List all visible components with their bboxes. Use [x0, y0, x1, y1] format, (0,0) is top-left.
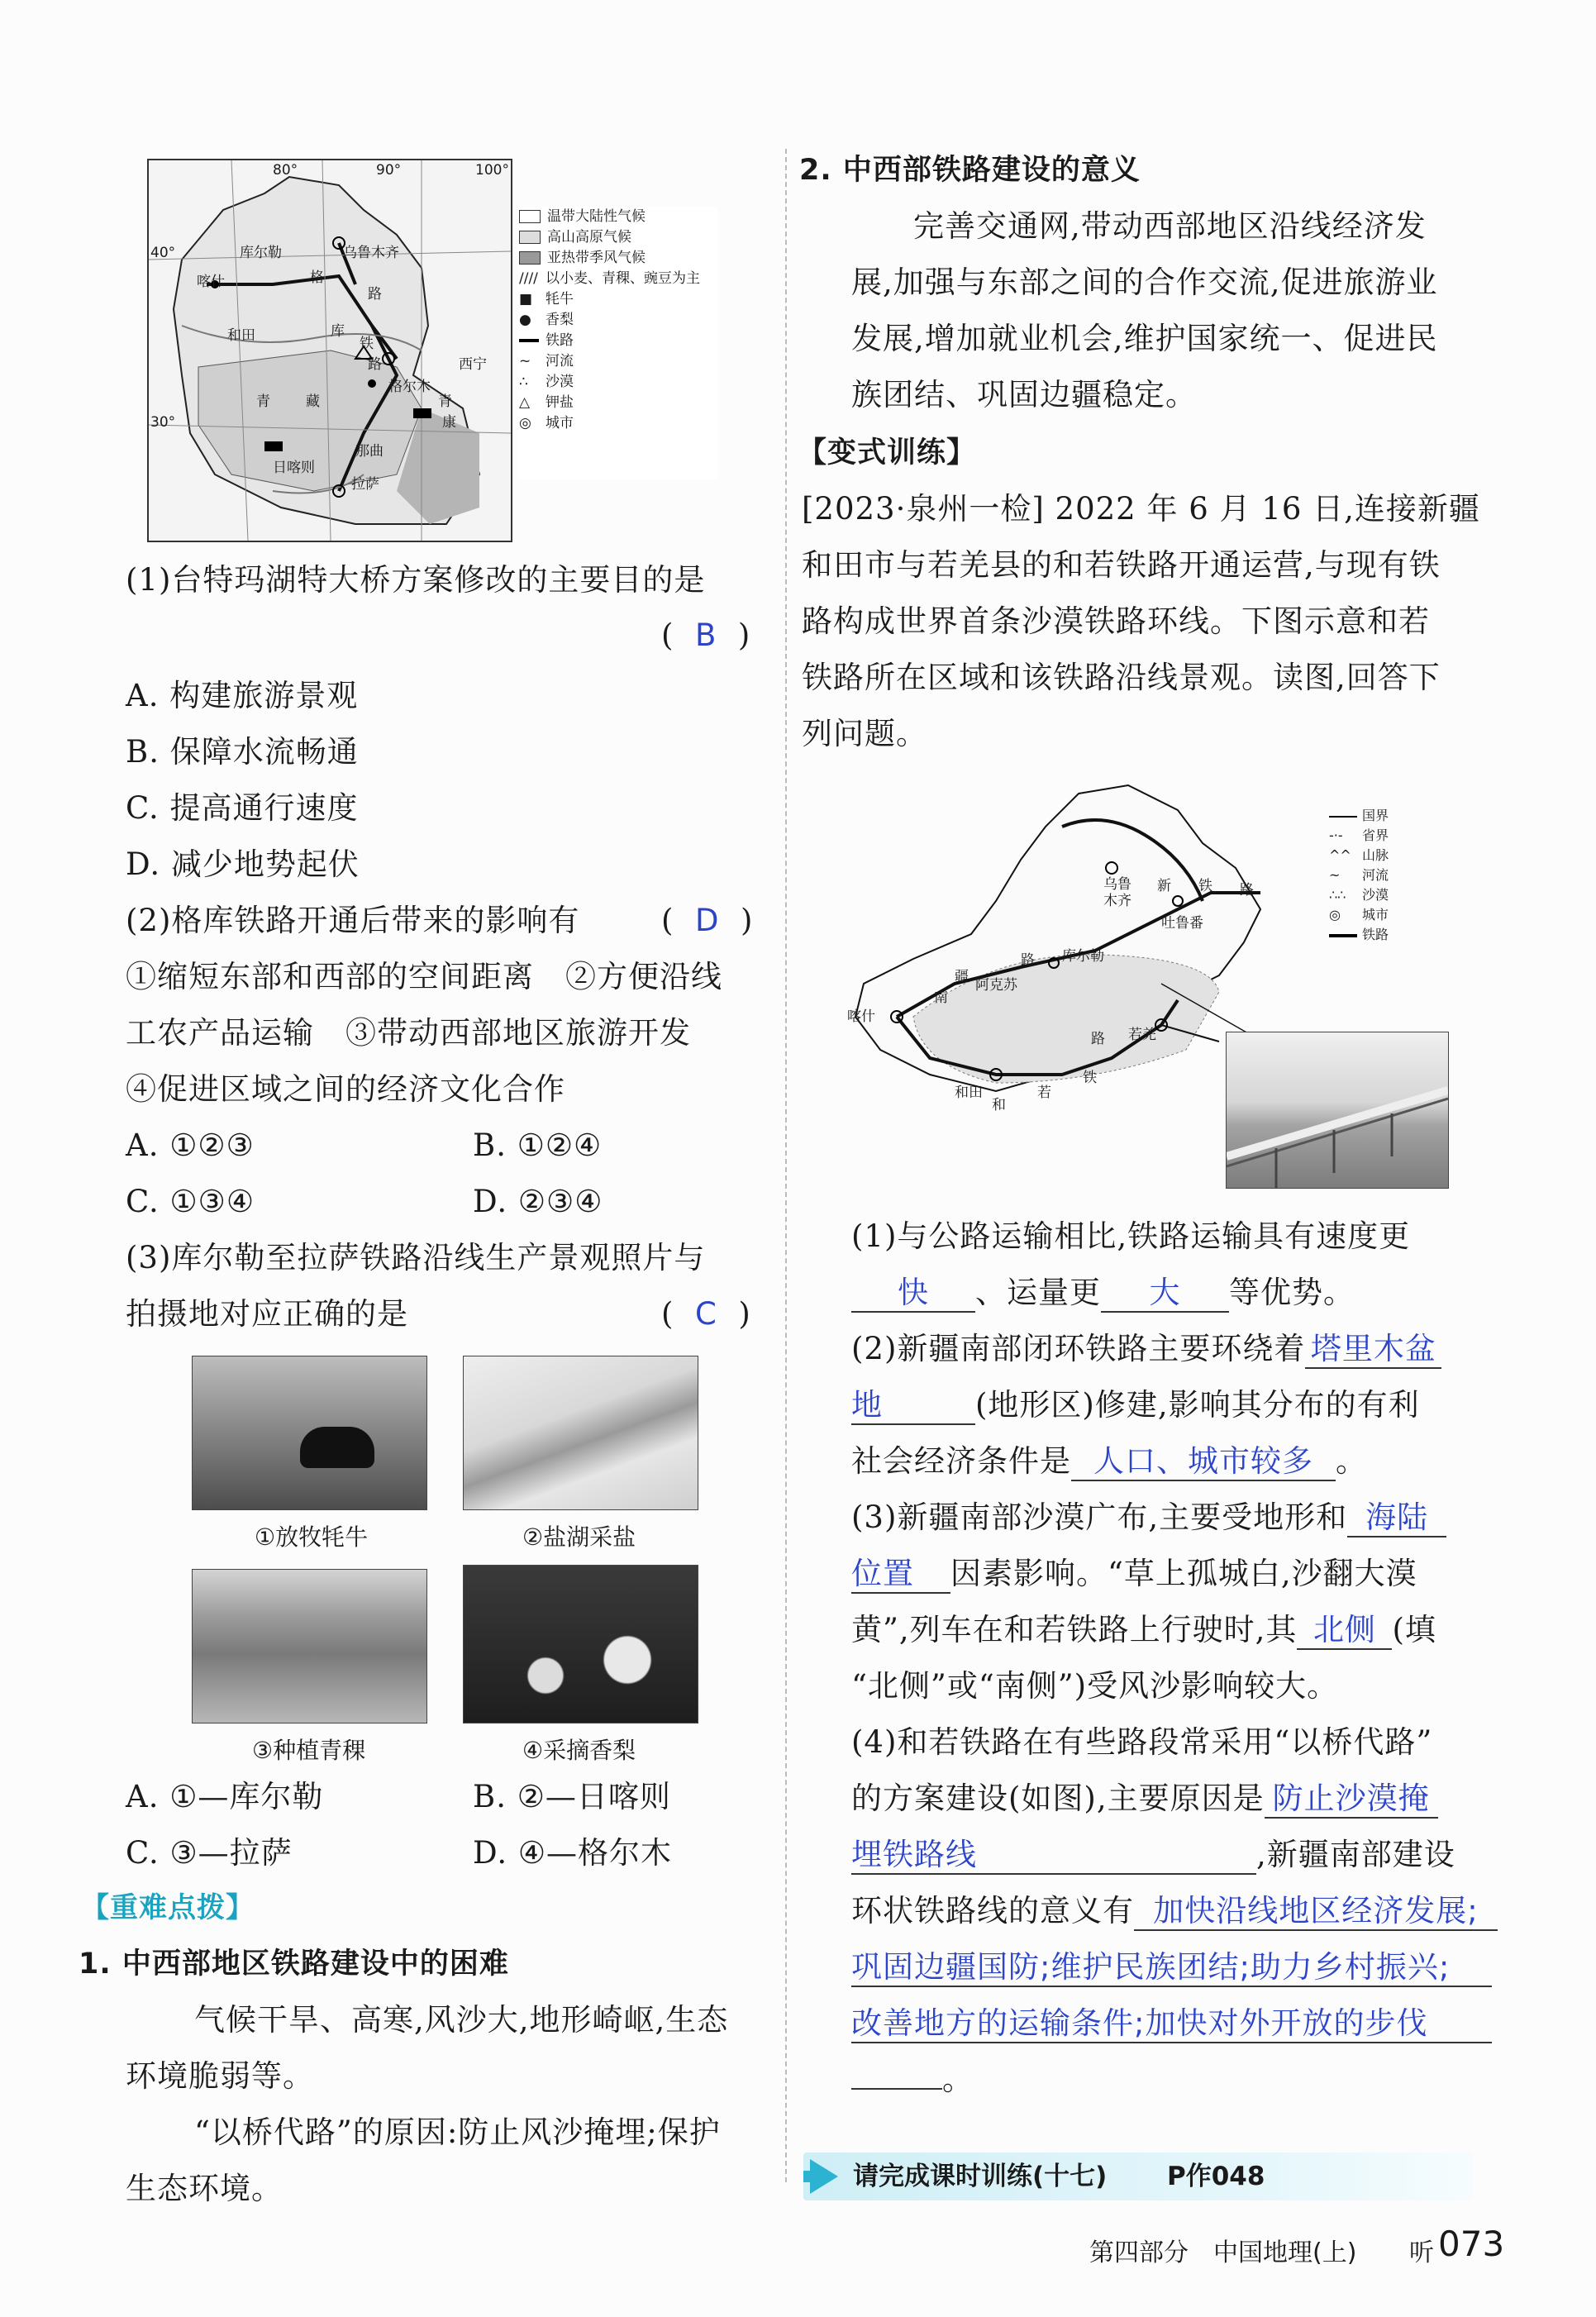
- photo-pear: [463, 1565, 698, 1723]
- s4-answer-reason-b: 埋铁路线: [851, 1837, 1256, 1875]
- intro-line-2: 和田市与若羌县的和若铁路开通运营,与现有铁: [802, 547, 1441, 583]
- q2-line-3: ④促进区域之间的经济文化合作: [126, 1071, 565, 1107]
- map1-urumqi: 乌鲁木齐: [343, 245, 399, 261]
- map1-rikaze: 日喀则: [273, 460, 315, 476]
- point2-line-3: 发展,增加就业机会,维护国家统一、促进民: [851, 321, 1438, 356]
- photo-bridge: [1226, 1032, 1449, 1189]
- arrow-right-icon: [810, 2159, 838, 2194]
- point1-line-1: 气候干旱、高寒,风沙大,地形崎岖,生态: [194, 2002, 729, 2038]
- caption-salt: ②盐湖采盐: [522, 1523, 636, 1551]
- q2-option-d: D. ②③④: [473, 1184, 603, 1219]
- q2-answer: D: [694, 903, 720, 938]
- map1-kang: 康: [442, 414, 456, 431]
- q3-answer: C: [694, 1296, 717, 1332]
- triangle-icon: △: [519, 394, 531, 411]
- q2-answer-slot: ( D ): [661, 903, 754, 938]
- map1-lhasa: 拉萨: [351, 476, 379, 493]
- banner-page-ref: P作048: [1167, 2162, 1265, 2191]
- footer-section: 第四部分 中国地理(上): [1089, 2238, 1357, 2267]
- s2-answer-conditions: 人口、城市较多: [1071, 1443, 1336, 1481]
- legend-province: -·- 省界: [1329, 827, 1389, 843]
- intro-line-1: [2023·泉州一检] 2022 年 6 月 16 日,连接新疆: [802, 491, 1480, 527]
- s4-line-4: 环状铁路线的意义有 加快沿线地区经济发展;: [851, 1883, 1498, 1939]
- s4-answer-significance-b: 巩固边疆国防;维护民族团结;助力乡村振兴;: [851, 1949, 1492, 1987]
- q3-answer-slot: ( C ): [661, 1296, 751, 1332]
- s3-line-4: “北侧”或“南侧”)受风沙影响较大。: [851, 1668, 1339, 1704]
- yak-icon: ■: [519, 291, 533, 308]
- q2-option-a: A. ①②③: [126, 1128, 255, 1163]
- legend-potash: △ 钾盐: [519, 393, 574, 413]
- legend-river: ~ 河流: [519, 353, 574, 369]
- s1-line-1: (1)与公路运输相比,铁路运输具有速度更: [851, 1218, 1411, 1254]
- map1-legend-panel: [519, 207, 717, 479]
- q2-line-2: 工农产品运输 ③带动西部地区旅游开发: [126, 1015, 691, 1051]
- q3-option-d: D. ④—格尔木: [473, 1835, 673, 1871]
- map1-lon80: 80°: [273, 162, 298, 179]
- s1-line-2: 快 、运量更 大 等优势。: [851, 1265, 1355, 1321]
- q2-line-1: ①缩短东部和西部的空间距离 ②方便沿线: [126, 959, 722, 994]
- s3-line-3: 黄”,列车在和若铁路上行驶时,其 北侧 (填: [851, 1602, 1436, 1658]
- map1-lon100: 100°: [475, 162, 509, 179]
- map1-korla: 库尔勒: [240, 245, 282, 261]
- map1-lon90: 90°: [376, 162, 402, 179]
- point1-line-4: 生态环境。: [126, 2171, 283, 2206]
- map2-tie: 铁: [1198, 878, 1212, 894]
- footer-label: 听: [1409, 2238, 1434, 2267]
- legend-river2: ~ 河流: [1329, 867, 1389, 883]
- map1-tie: 铁: [360, 336, 374, 352]
- intro-line-5: 列问题。: [802, 716, 927, 751]
- q3-stem-1: (3)库尔勒至拉萨铁路沿线生产景观照片与: [126, 1240, 706, 1275]
- map2-xin: 新: [1157, 878, 1171, 894]
- q3-option-a: A. ①—库尔勒: [126, 1779, 324, 1814]
- s2-answer-basin-b: 地: [851, 1387, 975, 1425]
- s3-answer-land-sea-b: 位置: [851, 1556, 950, 1594]
- map1-golmud: 格尔木: [388, 379, 431, 395]
- legend-plateau: 高山高原气候: [519, 227, 631, 248]
- s4-line-3: 埋铁路线 ,新疆南部建设: [851, 1827, 1455, 1883]
- caption-yak: ①放牧牦牛: [255, 1523, 369, 1551]
- point1-title: 1. 中西部地区铁路建设中的困难: [79, 1948, 509, 1981]
- q3-option-b: B. ②—日喀则: [473, 1779, 671, 1814]
- map1-lat40: 40°: [150, 245, 176, 261]
- page-number: 073: [1438, 2224, 1505, 2264]
- legend-yak: ■ 牦牛: [519, 289, 574, 310]
- caption-barley: ③种植青稞: [252, 1737, 366, 1764]
- s4-line-1: (4)和若铁路在有些路段常采用“以桥代路”: [851, 1724, 1433, 1760]
- arrow-shaft: [803, 2171, 813, 2182]
- map1-zang: 藏: [306, 393, 320, 410]
- q2-option-c: C. ①③④: [126, 1184, 255, 1219]
- legend-desert: ∴ 沙漠: [519, 374, 574, 390]
- map1-lu1: 路: [368, 286, 382, 303]
- banner-text: 请完成课时训练(十七): [853, 2162, 1108, 2191]
- map1-lat30: 30°: [150, 414, 176, 431]
- yak-icon: [300, 1427, 374, 1468]
- q1-option-c: C. 提高通行速度: [126, 790, 359, 826]
- map2-ruo: 若: [1037, 1085, 1051, 1101]
- q1-option-d: D. 减少地势起伏: [126, 846, 360, 882]
- point2-line-1: 完善交通网,带动西部地区沿线经济发: [913, 208, 1427, 244]
- map1-lu2: 路: [368, 356, 382, 373]
- map1-ku: 库: [331, 323, 345, 340]
- point1-line-3: “以桥代路”的原因:防止风沙掩埋;保护: [194, 2114, 721, 2150]
- s2-line-1: (2)新疆南部闭环铁路主要环绕着 塔里木盆: [851, 1321, 1441, 1377]
- point2-line-4: 族团结、巩固边疆稳定。: [851, 377, 1197, 412]
- map1-kashgar: 喀什: [197, 274, 225, 290]
- legend-crops: //// 以小麦、青稞、豌豆为主: [519, 270, 700, 287]
- photo-salt: [463, 1356, 698, 1510]
- map1-hotan: 和田: [227, 327, 255, 344]
- map1-naqu: 那曲: [355, 443, 384, 460]
- map2-legend-panel: [1329, 806, 1428, 963]
- photo-yak: [192, 1356, 427, 1510]
- map2-urumqi: 乌鲁 木齐: [1103, 876, 1131, 909]
- s1-answer-capacity: 大: [1101, 1275, 1229, 1313]
- photo-barley: [192, 1569, 427, 1723]
- legend-railway2: 铁路: [1329, 925, 1389, 945]
- s4-answer-end-blank: [851, 2088, 942, 2090]
- s3-answer-side: 北侧: [1297, 1612, 1392, 1650]
- q3-option-c: C. ③—拉萨: [126, 1835, 293, 1871]
- s4-line-2: 的方案建设(如图),主要原因是 防止沙漠掩: [851, 1771, 1438, 1827]
- legend-pear: ● 香梨: [519, 310, 574, 331]
- s4-answer-reason-a: 防止沙漠掩: [1265, 1781, 1438, 1819]
- point1-line-2: 环境脆弱等。: [126, 2058, 314, 2094]
- s1-answer-speed: 快: [851, 1275, 975, 1313]
- map2-kashgar: 喀什: [847, 1008, 875, 1025]
- legend-mountain: ^^ 山脉: [1329, 847, 1389, 863]
- q1-option-a: A. 构建旅游景观: [126, 678, 359, 713]
- s4-answer-significance-c: 改善地方的运输条件;加快对外开放的步伐: [851, 2005, 1492, 2043]
- climate-railway-map: [147, 159, 512, 542]
- point2-title: 2. 中西部铁路建设的意义: [799, 154, 1141, 187]
- city-icon: ◎: [1329, 907, 1341, 923]
- point2-line-2: 展,加强与东部之间的合作交流,促进旅游业: [851, 265, 1438, 300]
- legend-railway: 铁路: [519, 331, 574, 351]
- s2-line-3: 社会经济条件是 人口、城市较多 。: [851, 1433, 1367, 1490]
- map2-jiang: 疆: [955, 969, 969, 985]
- map2-korla: 库尔勒: [1062, 948, 1104, 965]
- caption-pear: ④采摘香梨: [522, 1737, 636, 1764]
- map-drawing: [149, 160, 511, 541]
- map2-akesu: 阿克苏: [975, 977, 1017, 994]
- legend-city: ◎ 城市: [519, 413, 574, 434]
- s4-line-6: [851, 1995, 1492, 2052]
- homework-banner[interactable]: [803, 2153, 1473, 2200]
- q2-option-b: B. ①②④: [473, 1128, 603, 1163]
- map2-hotan: 和田: [955, 1085, 983, 1101]
- map1-qing: 青: [438, 393, 452, 410]
- q1-option-b: B. 保障水流畅通: [126, 734, 359, 770]
- s2-line-2: 地 (地形区)修建,影响其分布的有利: [851, 1377, 1420, 1433]
- s4-line-7: 。: [851, 2052, 974, 2108]
- q2-stem: (2)格库铁路开通后带来的影响有: [126, 903, 580, 938]
- map1-xining: 西宁: [459, 356, 487, 373]
- s3-line-2: 位置 因素影响。“草上孤城白,沙翻大漠: [851, 1546, 1417, 1602]
- q1-answer-slot: ( B ): [661, 617, 751, 653]
- map2-ruoqiang: 若羌: [1128, 1027, 1156, 1043]
- legend-subtropical: 亚热带季风气候: [519, 248, 646, 269]
- column-divider: [785, 149, 787, 2182]
- legend-desert2: ∴∴ 沙漠: [1329, 887, 1389, 903]
- bridge-drawing: [1227, 1032, 1448, 1188]
- map2-lu: 路: [1240, 882, 1254, 899]
- intro-line-3: 路构成世界首条沙漠铁路环线。下图示意和若: [802, 603, 1430, 639]
- s3-line-1: (3)新疆南部沙漠广布,主要受地形和 海陆: [851, 1490, 1446, 1546]
- q3-stem-2: 拍摄地对应正确的是: [126, 1296, 408, 1332]
- q1-stem: (1)台特玛湖特大桥方案修改的主要目的是: [126, 562, 706, 598]
- map2-lu3: 路: [1091, 1031, 1105, 1047]
- s3-answer-land-sea-a: 海陆: [1347, 1499, 1446, 1538]
- section-key-points: 【重难点拨】: [81, 1891, 255, 1924]
- map2-tie2: 铁: [1083, 1070, 1097, 1086]
- map2-turpan: 吐鲁番: [1161, 915, 1203, 932]
- legend-border: 国界: [1329, 806, 1389, 826]
- intro-line-4: 铁路所在区域和该铁路沿线景观。读图,回答下: [802, 660, 1441, 695]
- legend-temperate: 温带大陆性气候: [519, 207, 646, 227]
- city-icon: ◎: [519, 415, 531, 431]
- legend-city2: ◎ 城市: [1329, 905, 1389, 925]
- map2-nan: 南: [934, 989, 948, 1006]
- map1-qinghai: 青: [256, 393, 270, 410]
- pear-icon: ●: [519, 312, 531, 328]
- q1-answer: B: [694, 617, 717, 653]
- section-variant-training: 【变式训练】: [798, 436, 977, 470]
- s4-line-5: [851, 1939, 1492, 1995]
- map1-ge: 格: [310, 269, 324, 286]
- map2-he: 和: [992, 1097, 1006, 1113]
- s2-answer-basin-a: 塔里木盆: [1305, 1331, 1441, 1369]
- s4-answer-significance-a: 加快沿线地区经济发展;: [1134, 1893, 1498, 1931]
- map2-lu2: 路: [1021, 952, 1035, 969]
